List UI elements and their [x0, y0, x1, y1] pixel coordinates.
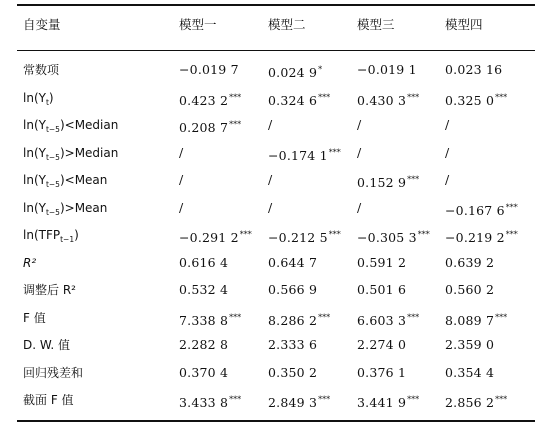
value-cell: [268, 140, 341, 166]
coefficient-value: 0.639 2: [445, 254, 495, 270]
value-cell: [357, 167, 419, 193]
row-label: [23, 305, 46, 331]
row-label-text: ln(Y: [23, 200, 46, 215]
value-cell: [268, 277, 317, 303]
top-rule: [17, 4, 535, 6]
coefficient-value: 8.286 2: [268, 312, 318, 328]
significance-stars: ***: [239, 230, 252, 239]
coefficient-value: /: [268, 117, 273, 132]
significance-stars: ***: [495, 92, 508, 102]
value-cell: [179, 250, 228, 276]
table-row: [17, 222, 535, 248]
coefficient-value: 3.441 9: [357, 395, 407, 410]
coefficient-value: /: [445, 172, 450, 187]
header-model-2: 模型二: [268, 17, 306, 32]
value-cell: [445, 332, 494, 358]
coefficient-value: 2.856 2: [445, 395, 495, 410]
row-label: [23, 195, 107, 221]
coefficient-value: 0.023 16: [445, 62, 503, 77]
significance-stars: ***: [407, 92, 420, 102]
row-label: [23, 387, 74, 413]
value-cell: [445, 85, 507, 111]
row-label-suffix: ): [74, 228, 79, 242]
significance-stars: ***: [318, 92, 331, 102]
coefficient-value: −0.019 7: [179, 62, 239, 77]
coefficient-value: 0.152 9: [357, 175, 407, 190]
row-label-text: F 值: [23, 310, 46, 325]
significance-stars: ***: [328, 230, 341, 239]
value-cell: [268, 360, 317, 386]
significance-stars: ***: [407, 312, 420, 322]
coefficient-value: 6.603 3: [357, 312, 407, 328]
row-label-subscript: t−5: [45, 207, 60, 217]
coefficient-value: −0.019 1: [357, 62, 417, 77]
coefficient-value: 2.359 0: [445, 337, 495, 352]
significance-stars: ***: [318, 312, 331, 322]
value-cell: [357, 332, 406, 358]
row-label: [23, 167, 107, 193]
row-label: [23, 112, 118, 138]
header-model-4: 模型四: [445, 17, 483, 32]
row-label: [23, 140, 118, 166]
value-cell: [179, 167, 183, 193]
header-row: [17, 12, 535, 38]
significance-stars: ***: [407, 395, 420, 404]
row-label-subscript: t−5: [45, 152, 60, 162]
significance-stars: ***: [495, 395, 508, 404]
coefficient-value: /: [445, 117, 450, 132]
value-cell: [268, 250, 317, 276]
table-row: [17, 112, 535, 138]
value-cell: [179, 387, 241, 413]
coefficient-value: 8.089 7: [445, 312, 495, 328]
table-row: [17, 305, 535, 331]
coefficient-value: /: [357, 117, 362, 132]
significance-stars: ***: [407, 175, 420, 184]
header-model-1: 模型一: [179, 17, 217, 32]
table-row: [17, 167, 535, 193]
coefficient-value: 0.430 3: [357, 92, 407, 108]
coefficient-value: −0.174 1: [268, 147, 328, 163]
coefficient-value: 0.644 7: [268, 254, 318, 270]
coefficient-value: /: [445, 144, 450, 160]
table-row: [17, 250, 535, 276]
coefficient-value: 0.616 4: [179, 254, 229, 270]
coefficient-value: 0.532 4: [179, 282, 229, 297]
row-label-subscript: t−1: [60, 235, 75, 244]
row-label-suffix: )>Mean: [59, 200, 108, 215]
value-cell: [179, 332, 228, 358]
value-cell: [268, 195, 272, 221]
coefficient-value: 0.350 2: [268, 364, 318, 380]
row-label-text: 调整后 R²: [23, 283, 76, 297]
value-cell: [357, 140, 361, 166]
value-cell: [179, 140, 183, 166]
coefficient-value: 0.423 2: [179, 92, 229, 108]
table-row: [17, 332, 535, 358]
value-cell: [445, 112, 449, 138]
value-cell: [268, 305, 330, 331]
value-cell: [357, 222, 430, 248]
coefficient-value: −0.212 5: [268, 230, 328, 245]
row-label-text: ln(TFP: [23, 228, 61, 242]
value-cell: [445, 305, 507, 331]
coefficient-value: 0.324 6: [268, 92, 318, 108]
value-cell: [445, 277, 494, 303]
significance-stars: ***: [505, 202, 518, 212]
row-label-subscript: t−5: [45, 125, 60, 134]
coefficient-value: /: [179, 144, 184, 160]
table-row: [17, 360, 535, 386]
value-cell: [179, 222, 252, 248]
value-cell: [179, 305, 241, 331]
coefficient-value: 0.024 9: [268, 65, 318, 80]
table-row: [17, 277, 535, 303]
table-row: [17, 140, 535, 166]
table-row: [17, 57, 535, 83]
value-cell: [179, 277, 228, 303]
row-label-suffix: )>Median: [59, 145, 119, 160]
row-label: [23, 85, 54, 111]
row-label-text: 回归残差和: [23, 365, 84, 380]
row-label-text: 截面 F 值: [23, 393, 74, 407]
coefficient-value: /: [357, 144, 362, 160]
significance-stars: ***: [229, 312, 242, 322]
value-cell: [445, 140, 449, 166]
significance-stars: ***: [505, 230, 518, 239]
value-cell: [179, 57, 239, 83]
table-row: [17, 387, 535, 413]
header-rule: [17, 50, 535, 51]
row-label-text: ln(Y: [23, 118, 46, 132]
significance-stars: ***: [229, 120, 242, 129]
value-cell: [179, 112, 241, 138]
coefficient-value: 2.282 8: [179, 337, 229, 352]
significance-stars: ***: [417, 230, 430, 239]
value-cell: [357, 360, 406, 386]
coefficient-value: /: [357, 199, 362, 215]
value-cell: [357, 305, 419, 331]
value-cell: [357, 112, 361, 138]
row-label-text: ln(Y: [23, 90, 46, 105]
coefficient-value: 2.333 6: [268, 337, 318, 352]
value-cell: [268, 167, 272, 193]
value-cell: [357, 57, 417, 83]
value-cell: [179, 195, 183, 221]
value-cell: [179, 85, 241, 111]
value-cell: [445, 57, 502, 83]
value-cell: [268, 85, 330, 111]
value-cell: [179, 360, 228, 386]
coefficient-value: 7.338 8: [179, 312, 229, 328]
row-label-text: D. W. 值: [23, 338, 70, 352]
significance-stars: ***: [229, 92, 242, 102]
significance-stars: ***: [318, 395, 331, 404]
row-label-text: 常数项: [23, 63, 60, 77]
value-cell: [268, 112, 272, 138]
value-cell: [357, 195, 361, 221]
coefficient-value: −0.219 2: [445, 230, 505, 245]
coefficient-value: −0.167 6: [445, 202, 505, 218]
coefficient-value: 0.560 2: [445, 282, 495, 297]
coefficient-value: 2.849 3: [268, 395, 318, 410]
row-label: [23, 277, 76, 303]
coefficient-value: /: [268, 172, 273, 187]
table-row: [17, 195, 535, 221]
row-label-subscript: t: [45, 97, 49, 107]
significance-stars: *: [318, 65, 323, 74]
header-model-3: 模型三: [357, 17, 395, 32]
header-variable: 自变量: [23, 17, 61, 32]
significance-stars: ***: [328, 147, 341, 157]
coefficient-value: 2.274 0: [357, 337, 407, 352]
significance-stars: ***: [495, 312, 508, 322]
row-label-suffix: )<Mean: [59, 173, 108, 187]
coefficient-value: 3.433 8: [179, 395, 229, 410]
value-cell: [268, 332, 317, 358]
significance-stars: ***: [229, 395, 242, 404]
row-label-suffix: ): [48, 90, 54, 105]
value-cell: [445, 387, 507, 413]
value-cell: [445, 250, 494, 276]
coefficient-value: 0.591 2: [357, 254, 407, 270]
coefficient-value: /: [179, 172, 184, 187]
coefficient-value: 0.354 4: [445, 364, 495, 380]
row-label-suffix: )<Median: [59, 118, 119, 132]
coefficient-value: 0.376 1: [357, 364, 407, 380]
coefficient-value: /: [268, 199, 273, 215]
coefficient-value: /: [179, 199, 184, 215]
coefficient-value: 0.566 9: [268, 282, 318, 297]
value-cell: [357, 85, 419, 111]
row-label-subscript: t−5: [45, 180, 60, 189]
value-cell: [268, 222, 341, 248]
coefficient-value: 0.501 6: [357, 282, 407, 297]
value-cell: [357, 250, 406, 276]
row-label: [23, 250, 36, 276]
row-label: [23, 332, 70, 358]
coefficient-value: 0.208 7: [179, 120, 229, 135]
value-cell: [445, 167, 449, 193]
row-label-text: R²: [23, 255, 37, 270]
coefficient-value: 0.325 0: [445, 92, 495, 108]
value-cell: [445, 195, 518, 221]
row-label: [23, 57, 59, 83]
coefficient-value: −0.305 3: [357, 230, 417, 245]
value-cell: [357, 387, 419, 413]
bottom-rule: [17, 420, 535, 422]
row-label: [23, 360, 83, 386]
row-label: [23, 222, 79, 248]
table-row: [17, 85, 535, 111]
coefficient-value: −0.291 2: [179, 230, 239, 245]
value-cell: [268, 387, 330, 413]
value-cell: [268, 57, 322, 83]
value-cell: [445, 360, 494, 386]
value-cell: [357, 277, 406, 303]
coefficient-value: 0.370 4: [179, 364, 229, 380]
row-label-text: ln(Y: [23, 173, 46, 187]
value-cell: [445, 222, 518, 248]
row-label-text: ln(Y: [23, 145, 46, 160]
